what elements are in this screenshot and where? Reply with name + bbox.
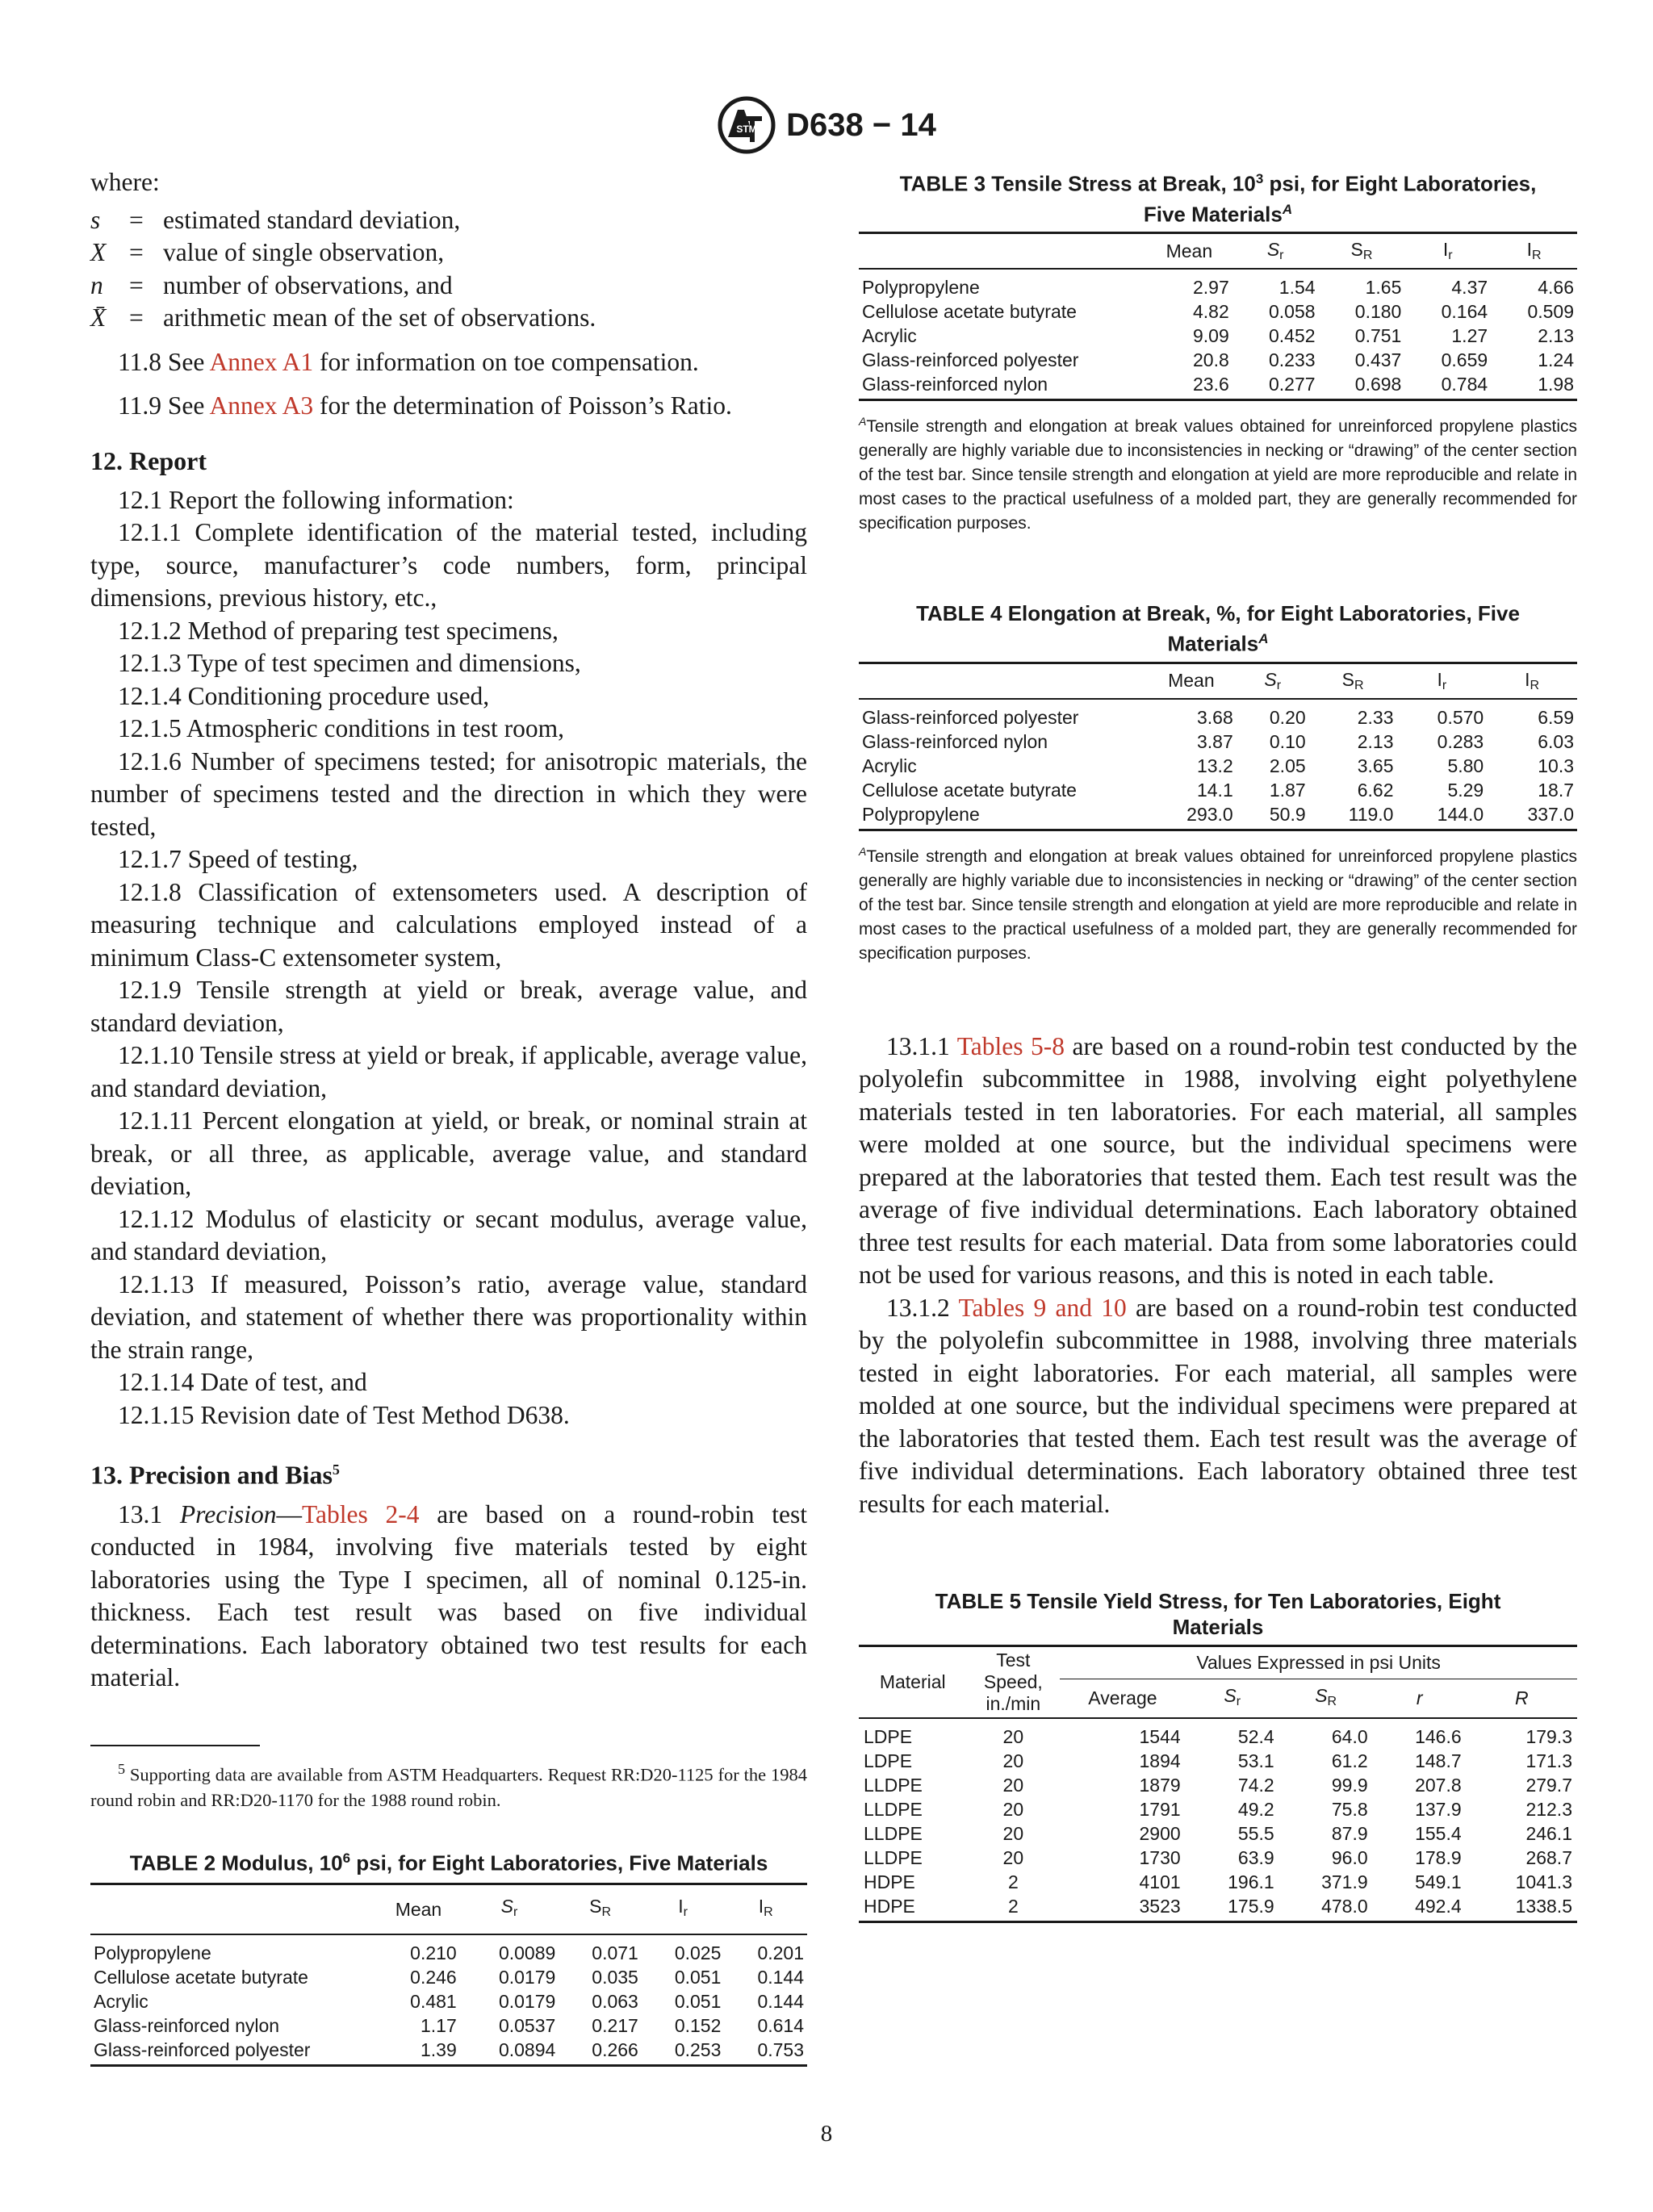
table-cell: 0.025 [674,1942,722,1964]
para-11-8: 11.8 See Annex A1 for information on toe compensation. [118,347,699,376]
report-item: 12.1.2 Method of preparing test specimens, [118,616,559,645]
table-cell: 6.03 [1538,730,1574,752]
left-column [90,166,807,2067]
table-cell: 1730 [1139,1847,1181,1869]
table-cell: 13.2 [1196,755,1233,776]
table-cell: 0.051 [674,1991,722,2013]
table-cell: 20 [1002,1750,1024,1772]
table-4-footnote: $^A$Tensile strength and elongation at break values obtained for unreinforced propylene plastics generally are highly variable due to inconsistencies in necking or “drawing” of the center section of the test bar. Since tensile strength and elongation at yield are more reproducible and relate in most cases to the practical usefulness of a molded part, they are generally recommended for specification purposes. [859,844,1577,963]
table-cell: 20 [1002,1847,1024,1869]
document-code: D638 − 14 [786,107,936,143]
definition-row: X = value of single observation, [90,238,445,266]
where-label: where: [90,168,160,196]
report-item: 12.1 Report the following information: [118,485,514,514]
row-label: HDPE [859,1894,967,1922]
table-cell: 14.1 [1196,779,1233,801]
page-number: 8 [820,2121,833,2147]
table-cell: 0.751 [1354,325,1402,347]
section-12-heading: 12. Report [90,445,207,475]
table-cell: 0.144 [757,1967,804,1988]
table-cell: 0.152 [674,2015,722,2037]
col-mean: Mean [377,1884,460,1934]
table-row [90,1934,807,1965]
right-column [859,166,1577,1923]
table-cell: 53.1 [1237,1750,1274,1772]
table-cell: 0.180 [1354,301,1402,323]
table-row [859,778,1577,802]
table-cell: 148.7 [1415,1750,1462,1772]
table-cell: 5.80 [1447,755,1484,776]
table-cell: 2.33 [1357,706,1394,728]
table-cell: 1.87 [1269,779,1306,801]
table-cell: 293.0 [1146,802,1237,830]
table-3-title: TABLE 3 Tensile Stress at Break, $10^3$ psi, for Eight Laboratories, Five Materials$^A$ [899,171,1537,227]
report-item: 12.1.9 Tensile strength at yield or break, average value, and standard deviation, [90,976,807,1037]
table-cell: 0.0179 [498,1991,556,2013]
row-label: Glass-reinforced polyester [862,349,1079,371]
table-cell: 49.2 [1237,1799,1274,1821]
report-item: 12.1.5 Atmospheric conditions in test room, [118,714,564,742]
table-4-title: TABLE 4 Elongation at Break, %, for Eight Laboratories, Five Materials$^A$ [916,601,1520,656]
table-cell: 63.9 [1237,1847,1274,1869]
table-row [859,372,1577,400]
table-cell: 99.9 [1331,1775,1368,1796]
para-13-1: 13.1 Precision—Tables 2-4 are based on a round-robin test conducted in 1984, involving five materials tested by eight laboratories using the Type I specimen, all of nominal 0.125-in. thickness. Each test result was based on five individual determinations. Each laboratory obtained two test results for each material. [90,1499,807,1692]
table-cell: 0.784 [1404,372,1491,400]
table-cell: 0.266 [559,2038,642,2066]
table-cell: 0.201 [757,1942,804,1964]
table-row [90,1989,807,2013]
table-row [859,1894,1577,1922]
table-cell: 0.0894 [460,2038,559,2066]
table-row [859,269,1577,299]
table-row [859,1870,1577,1894]
table-cell: 1041.3 [1515,1871,1572,1893]
table-cell: 4.37 [1451,277,1488,299]
report-item: 12.1.11 Percent elongation at yield, or break, or nominal strain at break, or all three, as applicable, average value, and standard deviation, [90,1106,807,1200]
para-11-9: 11.9 See Annex A3 for the determination of Poisson’s Ratio. [118,391,732,420]
table-cell: 87.9 [1331,1823,1368,1845]
row-label: LLDPE [864,1823,923,1845]
table-row [90,2038,807,2066]
table-cell: 0.0179 [498,1967,556,1988]
table-cell: 0.246 [410,1967,457,1988]
table-cell: 3.87 [1196,730,1233,752]
table-row [859,699,1577,730]
table-cell: 0.20 [1269,706,1306,728]
table-cell: 146.6 [1415,1726,1462,1748]
table-cell: 1.24 [1538,349,1574,371]
table-cell: 1879 [1139,1775,1181,1796]
report-item: 12.1.7 Speed of testing, [118,845,358,873]
table-3: Mean $S_r$ $S_R$ $I_r$ $I_R$ Polypropylene 2.97 1.54 1.65 4.37 4.66 Cellulose acetate butyrate 4.82 0.058 0.180 0.164 0.509 Acrylic 9.09 0.452 0.751 1.27 2.13 Glass-reinforced polyester 20.8 0.233 0.437 0.659 1.24 Glass-reinforced nylon 23.6 0.277 0.698 0.784 1.98 [859,232,1577,401]
row-label: LLDPE [864,1775,923,1796]
table-2: Mean $S_r$ $S_R$ $I_r$ $I_R$ Polypropylene 0.210 0.0089 0.071 0.025 0.201 Cellulose acetate butyrate 0.246 0.0179 0.035 0.051 0.144 Acrylic 0.481 0.0179 0.063 0.051 0.144 Glass-reinforced nylon 1.17 0.0537 0.217 0.152 0.614 Glass-reinforced polyester 1.39 0.0894 0.266 0.253 0.753 [90,1883,807,2068]
table-cell: 23.6 [1146,372,1232,400]
para-13-1-1: 13.1.1 Tables 5-8 are based on a round-robin test conducted by the polyolefin subcommittee in 1988, involving eight polyethylene materials tested in ten laboratories. For each material, all samples were molded at one source, but the individual specimens were prepared at the laboratories that tested them. Each test result was the average of five individual determinations. Each laboratory obtained three test results for each material. Data from some laboratories could not be used for various reasons, and this is noted in each table. [859,1031,1578,1290]
table-cell: 119.0 [1309,802,1397,830]
report-item: 12.1.3 Type of test specimen and dimensions, [118,649,581,677]
table-cell: 0.509 [1527,301,1574,323]
table-cell: 1.39 [377,2038,460,2066]
table-5: Material Test Speed, in./min Values Expressed in psi Units Average $S_r$ $S_R$ r R LDPE 20 1544 52.4 64.0 146.6 179.3 LDPE 20 1894 53.1 61.2 148.7 171.3 LLDPE 20 1879 74.2 99.9 207.8 279.7 LLDPE 20 1791 49.2 75.8 137.9 212.3 LLDPE 20 2900 55.5 87.9 155.4 246.1 LLDPE 20 1730 63.9 96.0 178.9 268.7 HDPE 2 4101 196.1 371.9 549.1 1041.3 HDPE 2 3523 175.9 478.0 492.4 1338.5 [859,1645,1577,1923]
table-cell: 0.283 [1437,730,1484,752]
table-cell: 61.2 [1331,1750,1368,1772]
table-cell: 3.68 [1196,706,1233,728]
table-cell: 175.9 [1186,1894,1279,1922]
tables-9-10-link[interactable]: Tables 9 and 10 [958,1293,1127,1322]
table-cell: 0.698 [1319,372,1405,400]
right-body-text [859,1031,1577,1521]
table-row [859,1797,1577,1821]
table-cell: 279.7 [1525,1775,1572,1796]
table-cell: 2.13 [1357,730,1394,752]
table-cell: 478.0 [1279,1894,1373,1922]
table-row [859,802,1577,830]
table-cell: 2.05 [1269,755,1306,776]
table-row [859,348,1577,372]
table-cell: 20 [1002,1799,1024,1821]
table-cell: 6.59 [1538,706,1574,728]
table-row [859,1846,1577,1870]
table-row [859,754,1577,778]
table-cell: 171.3 [1525,1750,1572,1772]
table-cell: 1.98 [1491,372,1577,400]
table-cell: 0.210 [410,1942,457,1964]
report-item: 12.1.8 Classification of extensometers used. A description of measuring technique and calculations employed instead of a minimum Class-C extensometer system, [90,877,807,972]
footnote-rule [90,1745,260,1746]
table-cell: 2.97 [1193,277,1229,299]
table-cell: 155.4 [1415,1823,1462,1845]
table-cell: 9.09 [1193,325,1229,347]
table-cell: 212.3 [1525,1799,1572,1821]
table-cell: 5.29 [1447,779,1484,801]
row-label: Glass-reinforced polyester [862,706,1079,728]
table-cell: 196.1 [1228,1871,1274,1893]
annex-a1-link[interactable]: Annex A1 [209,347,314,376]
table-cell: 2 [967,1894,1061,1922]
table-cell: 3.65 [1357,755,1394,776]
table-cell: 179.3 [1525,1726,1572,1748]
table-cell: 50.9 [1237,802,1309,830]
definition-row: n = number of observations, and [90,270,453,299]
table-4: Mean $S_r$ $S_R$ $I_r$ $I_R$ Glass-reinforced polyester 3.68 0.20 2.33 0.570 6.59 Glass-reinforced nylon 3.87 0.10 2.13 0.283 6.03 Acrylic 13.2 2.05 3.65 5.80 10.3 Cellulose acetate butyrate 14.1 1.87 6.62 5.29 18.7 Polypropylene 293.0 50.9 119.0 144.0 337.0 [859,662,1577,831]
table-cell: 337.0 [1487,802,1577,830]
table-cell: 2900 [1139,1823,1181,1845]
table-cell: 1338.5 [1467,1894,1577,1922]
report-item: 12.1.1 Complete identification of the material tested, including type, source, manufacturer’s code numbers, form, principal dimensions, previous history, etc., [90,518,807,612]
table-cell: 96.0 [1331,1847,1368,1869]
row-label: Cellulose acetate butyrate [862,779,1077,801]
row-label: Polypropylene [859,802,1146,830]
annex-a3-link[interactable]: Annex A3 [209,391,314,420]
table-row [90,2013,807,2038]
table-cell: 55.5 [1237,1823,1274,1845]
row-label: HDPE [864,1871,915,1893]
table-row [859,730,1577,754]
table-cell: 0.437 [1354,349,1402,371]
table-cell: 4.82 [1193,301,1229,323]
svg-text:STM: STM [736,123,757,135]
table-cell: 268.7 [1525,1847,1572,1869]
table-cell: 0.253 [642,2038,725,2066]
table-cell: 20 [1002,1823,1024,1845]
table-cell: 0.035 [592,1967,638,1988]
table-row [859,324,1577,348]
table-cell: 178.9 [1415,1847,1462,1869]
definition-row: s = estimated standard deviation, [90,205,461,234]
row-label: Cellulose acetate butyrate [94,1967,308,1988]
table-cell: 2.13 [1538,325,1574,347]
table-cell: 1894 [1139,1750,1181,1772]
report-list [90,484,807,1432]
row-label: LDPE [864,1726,913,1748]
table-2-title: TABLE 2 Modulus, $10^6$ psi, for Eight Laboratories, Five Materials [129,1850,768,1875]
row-label: Glass-reinforced nylon [862,730,1048,752]
table-cell: 0.051 [674,1967,722,1988]
table-cell: 0.614 [757,2015,804,2037]
table-cell: 3523 [1060,1894,1186,1922]
table-cell: 1.65 [1365,277,1402,299]
table-cell: 10.3 [1538,755,1574,776]
table-cell: 1544 [1139,1726,1181,1748]
table-cell: 0.753 [724,2038,807,2066]
table-cell: 1.17 [420,2015,457,2037]
table-row [859,1773,1577,1797]
table-3-footnote: $^A$Tensile strength and elongation at break values obtained for unreinforced propylene plastics generally are highly variable due to inconsistencies in necking or “drawing” of the center section of the test bar. Since tensile strength and elongation at yield are more reproducible and relate in most cases to the practical usefulness of a molded part, they are generally recommended for specification purposes. [859,415,1577,533]
table-cell: 75.8 [1331,1799,1368,1821]
table-cell: 0.659 [1441,349,1488,371]
table-cell: 0.063 [592,1991,638,2013]
table-cell: 6.62 [1357,779,1394,801]
table-row [859,1718,1577,1749]
table-cell: 0.071 [592,1942,638,1964]
astm-logo-icon [717,95,776,155]
row-label: Cellulose acetate butyrate [862,301,1077,323]
section-13-heading: 13. Precision and Bias$^5$ [90,1460,340,1490]
table-cell: 0.0089 [498,1942,556,1964]
table-cell: 1791 [1139,1799,1181,1821]
table-row [859,1749,1577,1773]
row-label: Glass-reinforced nylon [94,2015,280,2037]
table-cell: 4.66 [1538,277,1574,299]
table-cell: 207.8 [1415,1775,1462,1796]
table-cell: 246.1 [1525,1823,1572,1845]
report-item: 12.1.15 Revision date of Test Method D638. [118,1400,570,1429]
row-label: Glass-reinforced polyester [90,2038,377,2066]
row-label: Glass-reinforced nylon [859,372,1146,400]
table-cell: 1.54 [1278,277,1316,299]
table-cell: 0.144 [757,1991,804,2013]
row-label: Polypropylene [862,277,980,299]
table-cell: 144.0 [1396,802,1487,830]
table-row [90,1965,807,1989]
row-label: Acrylic [862,325,917,347]
report-item: 12.1.14 Date of test, and [118,1368,367,1396]
report-item: 12.1.10 Tensile stress at yield or break, if applicable, average value, and standard deviation, [90,1041,807,1102]
row-label: LLDPE [864,1799,923,1821]
table-cell: 1.27 [1451,325,1488,347]
table-cell: 492.4 [1373,1894,1467,1922]
row-label: Acrylic [94,1991,149,2013]
row-label: LDPE [864,1750,913,1772]
footnote-5: $^5$ Supporting data are available from ASTM Headquarters. Request RR:D20-1125 for the 1984 round robin and RR:D20-1170 for the 1988 round robin. [90,1760,807,1811]
report-item: 12.1.13 If measured, Poisson’s ratio, average value, standard deviation, and statement of whether there was proportionality within the strain range, [90,1269,807,1364]
table-cell: 52.4 [1237,1726,1274,1748]
report-item: 12.1.12 Modulus of elasticity or secant modulus, average value, and standard deviation, [90,1204,807,1265]
row-label: Acrylic [862,755,917,776]
row-label: Polypropylene [94,1942,211,1964]
report-item: 12.1.4 Conditioning procedure used, [118,681,490,710]
table-cell: 0.164 [1441,301,1488,323]
table-cell: 0.452 [1269,325,1316,347]
para-13-1-2: 13.1.2 Tables 9 and 10 are based on a round-robin test conducted by the polyolefin subcommittee in 1988, involving three materials tested in eight laboratories. For each material, all samples were molded at one source, but the individual specimens were prepared at the laboratories that tested them. Each test result was the average of five individual determinations. Each laboratory obtained three test results for each material. [859,1293,1577,1518]
table-cell: 18.7 [1538,779,1574,801]
table-cell: 0.217 [592,2015,638,2037]
report-item: 12.1.6 Number of specimens tested; for anisotropic materials, the number of specimens tested and the direction in which they were tested, [90,746,807,841]
definition-row: X̄ = arithmetic mean of the set of observations. [90,303,596,332]
table-cell: 64.0 [1331,1726,1368,1748]
table-row [859,1821,1577,1846]
table-cell: 0.570 [1437,706,1484,728]
table-cell: 137.9 [1415,1799,1462,1821]
tables-5-8-link[interactable]: Tables 5-8 [956,1031,1065,1060]
table-cell: 0.058 [1269,301,1316,323]
table-cell: 20 [1002,1775,1024,1796]
table-cell: 4101 [1139,1871,1181,1893]
table-cell: 371.9 [1321,1871,1368,1893]
definitions-list [90,204,807,335]
page-header [0,95,1653,155]
tables-2-4-link[interactable]: Tables 2-4 [301,1499,420,1528]
table-cell: 0.277 [1232,372,1319,400]
row-label: LLDPE [864,1847,923,1869]
table-cell: 20.8 [1193,349,1229,371]
table-cell: 20 [1002,1726,1024,1748]
table-cell: 74.2 [1237,1775,1274,1796]
table-cell: 0.0537 [498,2015,556,2037]
table-cell: 0.233 [1269,349,1316,371]
table-cell: 0.10 [1269,730,1306,752]
table-cell: 549.1 [1415,1871,1462,1893]
table-cell: 0.481 [410,1991,457,2013]
table-row [859,299,1577,324]
table-cell: 2 [1007,1871,1019,1893]
table-5-title: TABLE 5 Tensile Yield Stress, for Ten Laboratories, Eight Materials [935,1589,1501,1640]
